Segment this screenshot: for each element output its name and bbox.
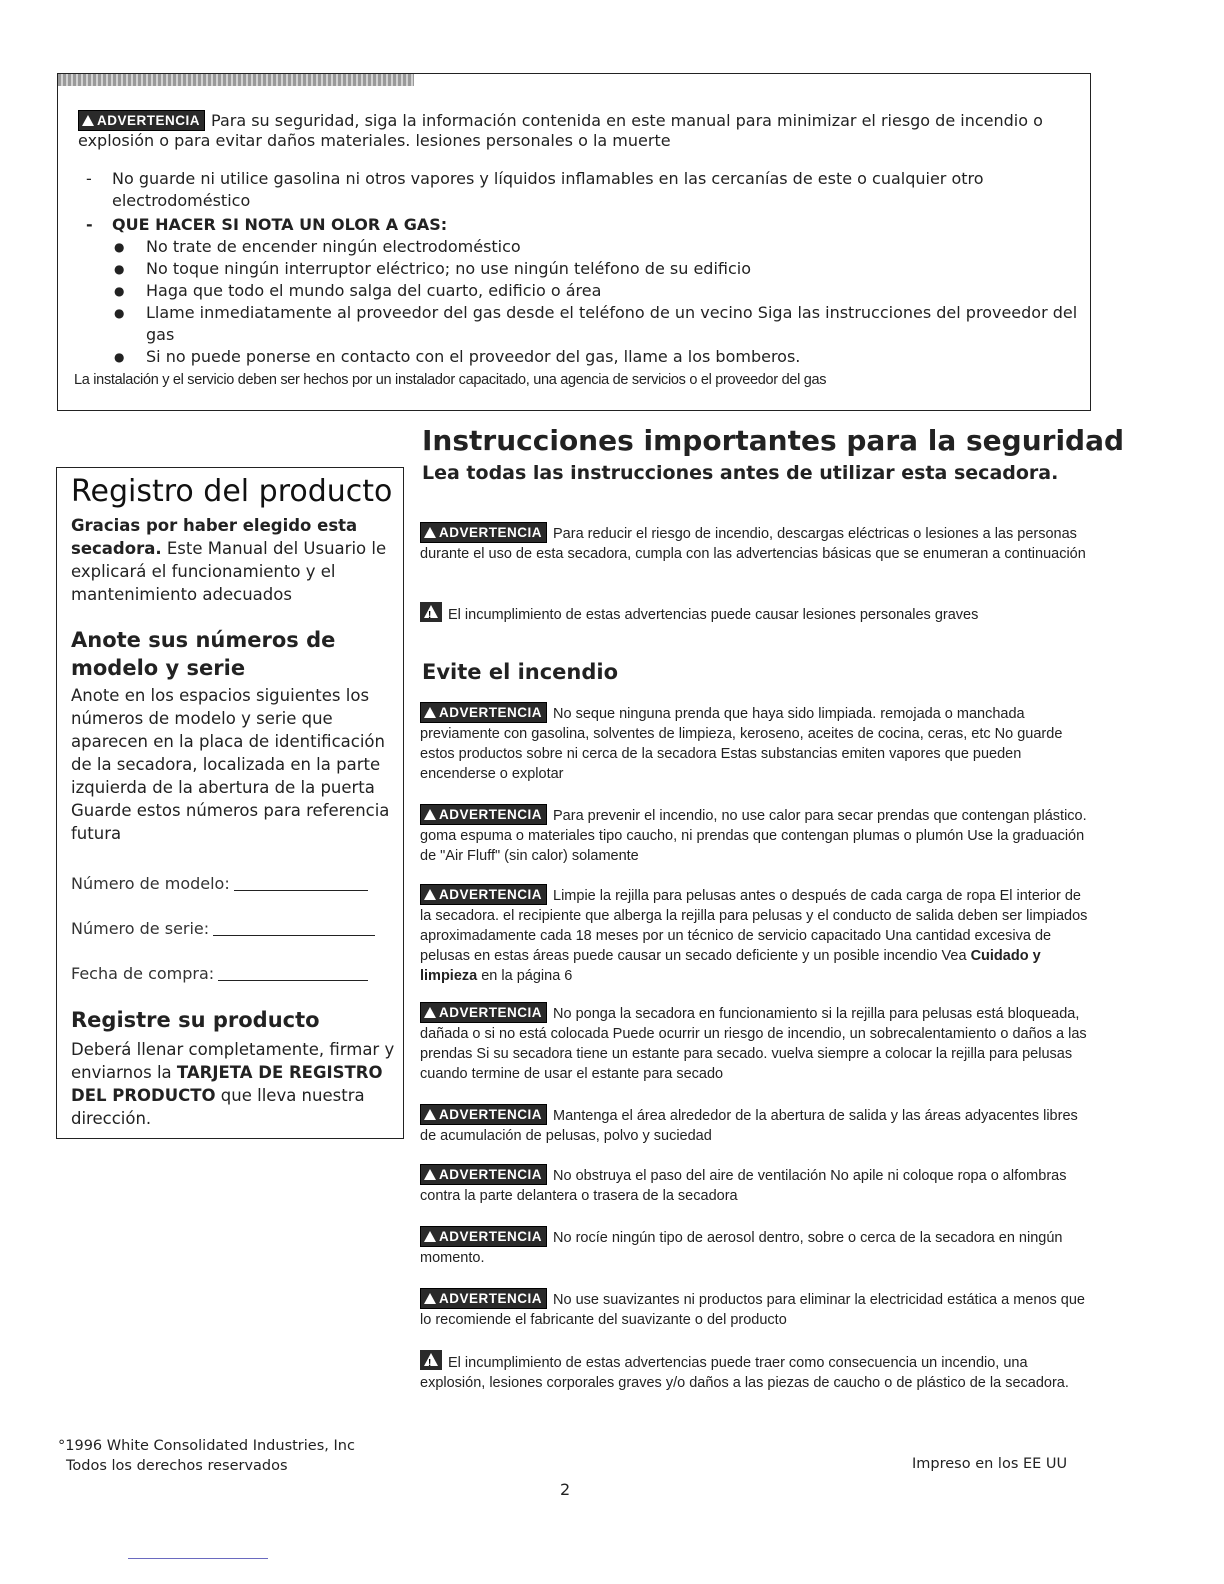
printed-note: Impreso en los EE UU	[912, 1456, 1068, 1472]
model-number-field: Número de modelo:	[71, 874, 368, 893]
fire-warning-2: ADVERTENCIA Para prevenir el incendio, no use calor para secar prendas que contengan plástico. goma espuma o materiales tipo caucho, ni prendas que contengan plumas o plumón Use la graduación de "Air Fluff" (sin calor) solamente	[420, 804, 1092, 866]
registration-box	[56, 467, 404, 1139]
warning-triangle-icon	[424, 707, 436, 718]
numbers-text: Anote en los espacios siguientes los números de modelo y serie que aparecen en la placa de identificación de la secadora, localizada en la parte izquierda de la abertura de la puerta Guarde estos números para referencia futura	[71, 686, 390, 843]
installation-note: La instalación y el servicio deben ser hechos por un instalador capacitado, una agencia de servicios o el proveedor del gas	[74, 372, 827, 388]
copyright-line: °1996 White Consolidated Industries, Inc	[58, 1438, 355, 1454]
safety-title: Instrucciones importantes para la seguridad	[422, 424, 1125, 457]
general-note: !El incumplimiento de estas advertencias puede causar lesiones personales graves	[420, 602, 1092, 625]
rights-line: Todos los derechos reservados	[66, 1458, 288, 1474]
list-item: ● No trate de encender ningún electrodoméstico	[114, 237, 521, 256]
divider	[128, 1558, 268, 1559]
warning-triangle-icon	[424, 1293, 436, 1304]
list-item: ● No toque ningún interruptor eléctrico; no use ningún teléfono de su edificio	[114, 259, 751, 278]
warning-triangle-icon	[424, 1007, 436, 1018]
warning-label: ADVERTENCIA	[420, 702, 547, 723]
fire-heading: Evite el incendio	[422, 660, 619, 684]
gas-warning-list	[78, 168, 1078, 368]
register-text: Deberá llenar completamente, firmar y enviarnos la TARJETA DE REGISTRO DEL PRODUCTO que lleva nuestra dirección.	[71, 1040, 395, 1128]
caution-icon	[420, 1350, 442, 1370]
fire-warning-5: ADVERTENCIA Mantenga el área alrededor de la abertura de salida y las áreas adyacentes libres de acumulación de pelusas, polvo y suciedad	[420, 1104, 1092, 1146]
warning-label: ADVERTENCIA	[420, 1164, 547, 1185]
fire-warning-7: ADVERTENCIA No rocíe ningún tipo de aerosol dentro, sobre o cerca de la secadora en ningún momento.	[420, 1226, 1092, 1268]
warning-triangle-icon	[424, 1169, 436, 1180]
warning-label: ADVERTENCIA	[420, 884, 547, 905]
serial-number-field: Número de serie:	[71, 919, 375, 938]
warning-triangle-icon	[82, 115, 94, 126]
warning-label: ADVERTENCIA	[420, 1226, 547, 1247]
numbers-heading: Anote sus números de modelo y serie	[71, 628, 336, 680]
warning-label: ADVERTENCIA	[78, 110, 205, 131]
header-stripe	[58, 74, 414, 86]
registration-thanks: Gracias por haber elegido esta secadora. Este Manual del Usuario le explicará el funcionamiento y el mantenimiento adecuados	[71, 516, 387, 604]
warning-label: ADVERTENCIA	[420, 1288, 547, 1309]
warning-label: ADVERTENCIA	[420, 1002, 547, 1023]
fire-warning-3: ADVERTENCIA Limpie la rejilla para pelusas antes o después de cada carga de ropa El interior de la secadora. el recipiente que alberga la rejilla para pelusas y el conducto de salida deben ser limpiados aproximadamente cada 18 meses por un técnico de servicio capacitado Una cantidad excesiva de pelusas en estas áreas puede causar un secado deficiente y un posible incendio Vea Cuidado y limpieza en la página 6	[420, 884, 1092, 986]
fire-warning-6: ADVERTENCIA No obstruya el paso del aire de ventilación No apile ni coloque ropa o alfombras contra la parte delantera o trasera de la secadora	[420, 1164, 1092, 1206]
gas-warning-intro: ADVERTENCIA Para su seguridad, siga la información contenida en este manual para minimizar el riesgo de incendio o explosión o para evitar daños materiales. lesiones personales o la muerte	[78, 111, 1043, 150]
list-item: ● Si no puede ponerse en contacto con el proveedor del gas, llame a los bomberos.	[114, 347, 801, 366]
purchase-date-field: Fecha de compra:	[71, 964, 368, 983]
list-item: ● Haga que todo el mundo salga del cuarto, edificio o área	[114, 281, 602, 300]
warning-triangle-icon	[424, 809, 436, 820]
warning-label: ADVERTENCIA	[420, 804, 547, 825]
warning-triangle-icon	[424, 1231, 436, 1242]
list-item: - No guarde ni utilice gasolina ni otros vapores y líquidos inflamables en las cercanías de este o cualquier otro electrodoméstico	[86, 169, 984, 210]
fire-warning-4: ADVERTENCIA No ponga la secadora en funcionamiento si la rejilla para pelusas está bloqueada, dañada o si no está colocada Puede ocurrir un riesgo de incendio, un sobrecalentamiento o daños a las prendas Si su secadora tiene un estante para secado. vuelva siempre a colocar la rejilla para pelusas cuando termine de usar el estante para secado	[420, 1002, 1092, 1084]
warning-triangle-icon	[424, 889, 436, 900]
warning-triangle-icon	[424, 527, 436, 538]
warning-label: ADVERTENCIA	[420, 1104, 547, 1125]
warning-triangle-icon	[424, 1109, 436, 1120]
fire-note: !El incumplimiento de estas advertencias puede traer como consecuencia un incendio, una explosión, lesiones corporales graves y/o daños a las piezas de caucho o de plástico de la secadora.	[420, 1350, 1092, 1393]
safety-subtitle: Lea todas las instrucciones antes de utilizar esta secadora.	[422, 462, 1059, 484]
list-item: - QUE HACER SI NOTA UN OLOR A GAS:	[86, 215, 448, 234]
page-number: 2	[560, 1480, 571, 1499]
fire-warning-8: ADVERTENCIA No use suavizantes ni productos para eliminar la electricidad estática a menos que lo recomiende el fabricante del suavizante o del producto	[420, 1288, 1092, 1330]
fire-warning-1: ADVERTENCIA No seque ninguna prenda que haya sido limpiada. remojada o manchada previamente con gasolina, solventes de limpieza, keroseno, aceites de cocina, ceras, etc No guarde estos productos sobre ni cerca de la secadora Estas substancias emiten vapores que pueden encenderse o explotar	[420, 702, 1092, 784]
list-item: ● Llame inmediatamente al proveedor del gas desde el teléfono de un vecino Siga las instrucciones del proveedor del gas	[114, 303, 1078, 344]
general-warning: ADVERTENCIA Para reducir el riesgo de incendio, descargas eléctricas o lesiones a las personas durante el uso de esta secadora, cumpla con las advertencias básicas que se enumeran a continuación	[420, 522, 1092, 564]
gas-warning-box	[57, 73, 1091, 411]
copyright	[58, 1436, 355, 1476]
registration-title: Registro del producto	[71, 474, 393, 509]
caution-icon	[420, 602, 442, 622]
warning-label: ADVERTENCIA	[420, 522, 547, 543]
register-heading: Registre su producto	[71, 1008, 320, 1032]
